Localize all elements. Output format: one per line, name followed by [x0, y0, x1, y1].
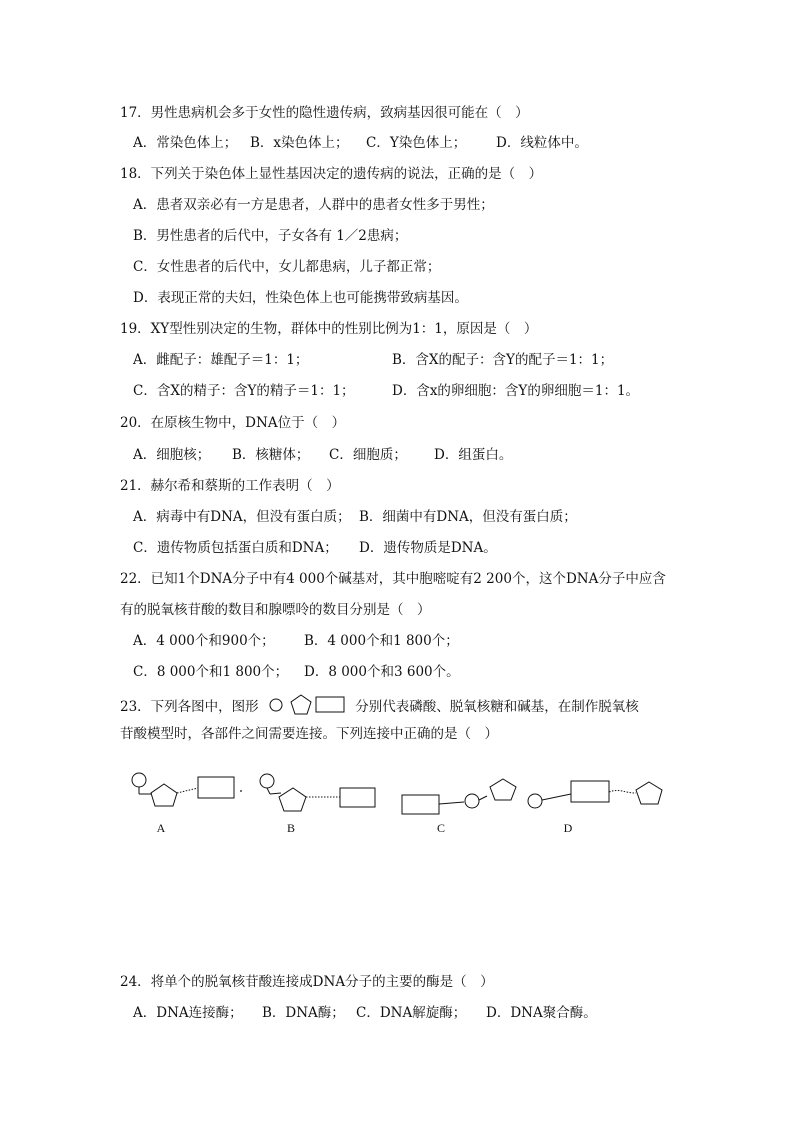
option-b: B．x染色体上；	[250, 135, 349, 151]
option-b: B．细菌中有DNA，但没有蛋白质；	[359, 509, 577, 525]
base-rectangle-icon	[571, 781, 609, 802]
option-b: B．核糖体；	[232, 447, 310, 463]
base-rectangle-icon	[198, 777, 234, 798]
stem-before-shapes: 23．下列各图中，图形	[120, 699, 259, 715]
base-rectangle-icon	[402, 795, 439, 814]
deoxyribose-pentagon-icon	[490, 779, 516, 800]
phosphate-circle-icon	[528, 794, 542, 808]
option-b: B．含X的配子：含Y的配子＝1：1；	[392, 352, 614, 368]
phosphate-circle-icon	[132, 773, 146, 787]
option-b: B．DNA酶；	[262, 1005, 345, 1021]
nucleotide-models-figure	[120, 766, 680, 846]
option-b: B．男性患者的后代中，子女各有 1／2患病；	[133, 228, 408, 244]
option-a: A．雌配子：雄配子＝1：1；	[133, 352, 309, 368]
option-d: D．表现正常的夫妇，性染色体上也可能携带致病基因。	[133, 290, 468, 306]
phosphate-circle-icon	[260, 774, 274, 788]
option-d: D．线粒体中。	[496, 135, 588, 151]
option-a: A．细胞核；	[133, 447, 211, 463]
legend-shapes-icon	[269, 694, 345, 716]
deoxyribose-pentagon-icon	[636, 782, 662, 804]
question-20-stem: 20．在原核生物中，DNA位于（ ）	[120, 415, 346, 431]
deoxyribose-pentagon-icon	[151, 784, 177, 806]
option-a: A．DNA连接酶；	[133, 1005, 243, 1021]
option-d: D．遗传物质是DNA。	[359, 540, 497, 556]
option-c: C．遗传物质包括蛋白质和DNA；	[133, 540, 338, 556]
question-21-stem: 21．赫尔希和蔡斯的工作表明（ ）	[120, 478, 340, 494]
model-a	[132, 773, 234, 806]
phosphate-circle-icon	[465, 794, 479, 808]
figure-label-d: D	[563, 821, 573, 835]
figure-label-a: A	[156, 821, 166, 835]
base-rectangle-icon	[340, 788, 375, 807]
question-17-stem: 17．男性患病机会多于女性的隐性遗传病，致病基因很可能在（ ）	[120, 105, 529, 121]
question-22-stem-line1: 22．已知1个DNA分子中有4 000个碱基对，其中胞嘧啶有2 200个，这个DNA分子中应含	[120, 571, 666, 587]
question-18-stem: 18．下列关于染色体上显性基因决定的遗传病的说法，正确的是（ ）	[120, 166, 543, 182]
option-a: A．4 000个和900个；	[133, 633, 275, 649]
deoxyribose-pentagon-icon	[279, 788, 306, 811]
model-c	[402, 779, 516, 814]
option-c: C．女性患者的后代中，女儿都患病，儿子都正常；	[133, 259, 441, 275]
stray-dot	[240, 790, 242, 792]
option-a: A．病毒中有DNA，但没有蛋白质；	[133, 509, 351, 525]
model-b	[260, 774, 375, 811]
question-19-stem: 19．XY型性别决定的生物，群体中的性别比例为1：1，原因是（ ）	[120, 321, 538, 337]
model-d	[528, 781, 662, 808]
option-c: C．DNA解旋酶；	[356, 1005, 467, 1021]
base-rectangle-icon	[316, 697, 344, 712]
question-23-stem-line2: 苷酸模型时，各部件之间需要连接。下列连接中正确的是（ ）	[120, 726, 498, 742]
option-d: D．含x的卵细胞：含Y的卵细胞＝1：1。	[392, 383, 640, 399]
option-c: C．Y染色体上；	[366, 135, 467, 151]
option-a: A．常染色体上；	[133, 135, 238, 151]
question-24-stem: 24．将单个的脱氧核苷酸连接成DNA分子的主要的酶是（ ）	[120, 974, 494, 990]
option-d: D．8 000个和3 600个。	[304, 664, 460, 680]
question-23-stem-line1	[120, 694, 639, 721]
figure-label-b: B	[286, 821, 296, 835]
phosphate-circle-icon	[270, 699, 282, 711]
option-d: D．DNA聚合酶。	[486, 1005, 597, 1021]
stem-after-shapes: 分别代表磷酸、脱氧核糖和碱基，在制作脱氧核	[355, 699, 639, 715]
option-a: A．患者双亲必有一方是患者，人群中的患者女性多于男性；	[133, 197, 494, 213]
question-22-stem-line2: 有的脱氧核苷酸的数目和腺嘌呤的数目分别是（ ）	[120, 602, 431, 618]
option-c: C．细胞质；	[329, 447, 407, 463]
option-c: C．含X的精子：含Y的精子＝1：1；	[133, 383, 355, 399]
shape-legend	[269, 694, 345, 721]
figure-label-c: C	[436, 821, 446, 835]
option-b: B．4 000个和1 800个；	[304, 633, 459, 649]
deoxyribose-pentagon-icon	[291, 695, 311, 714]
option-d: D．组蛋白。	[434, 447, 513, 463]
option-c: C．8 000个和1 800个；	[133, 664, 289, 680]
